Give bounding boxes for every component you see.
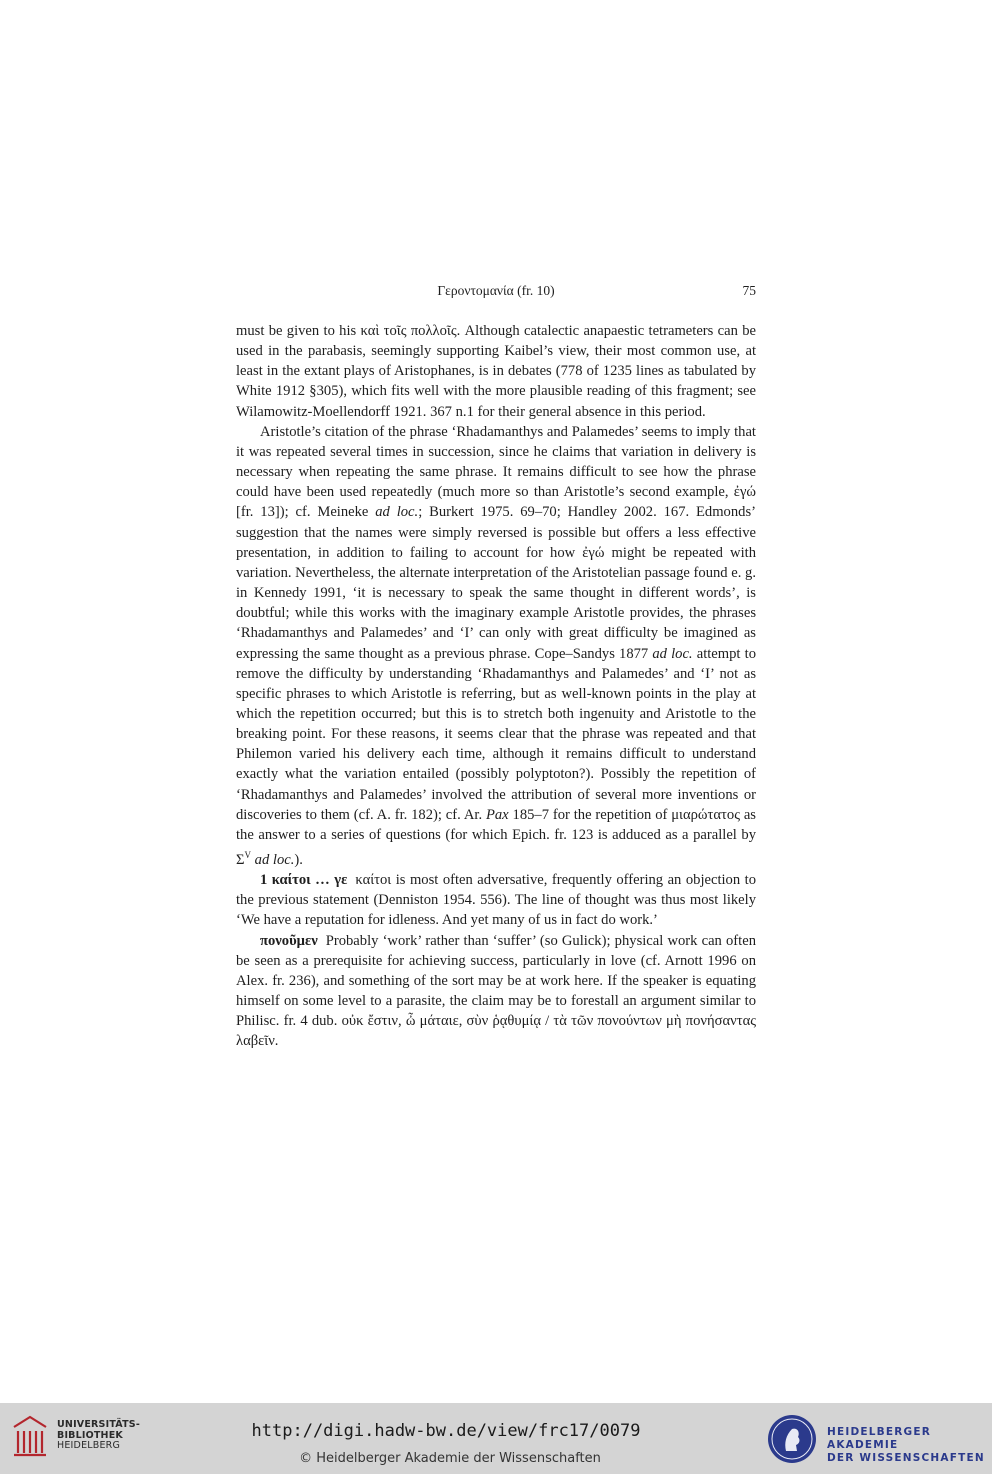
paragraph-2 [236,422,756,870]
library-line-3: HEIDELBERG [57,1440,121,1451]
academy-line-1: HEIDELBERGER AKADEMIE [827,1426,931,1451]
paragraph-2-italic-4: ad loc. [254,851,295,868]
paragraph-1: must be given to his καὶ τοῖς πολλοῖς. Although catalectic anapaestic tetrameters can be used in the parabasis, seemingly supporting Kaibel’s view, their most common use, at least in the extant plays of Aristophanes, is in debates (778 of 1235 lines as tabulated by White 1912 §305), which fits well with the more plausible reading of this fragment; see Wilamowitz-Moellendorff 1921. 367 n.1 for their general absence in this period. [236,323,756,420]
running-title: Γεροντομανία (fr. 10) [437,283,555,298]
paragraph-2-superscript: V [244,850,251,861]
lemma-1: 1 καίτοι … γε [260,872,348,889]
paragraph-4-text: Probably ‘work’ rather than ‘suffer’ (so Gulick); physical work can often be seen as a prerequisite for achieving success, particularly in love (cf. Arnott 1996 on Alex. fr. 236), and something of the sort may be at work here. If the speaker is equating himself on some level to a parasite, the claim may be to forestall an argument similar to Philisc. fr. 4 dub. οὐκ ἔστιν, ὦ μάταιε, σὺν ῥᾳθυμίᾳ / τὰ τῶν πονούντων μὴ πονήσαντας λαβεῖν. [236,932,756,1050]
permalink-url[interactable]: http://digi.hadw-bw.de/view/frc17/0079 [251,1421,641,1441]
paragraph-2-italic-3: Pax [485,806,509,823]
paragraph-3-text: καίτοι is most often adversative, frequently offering an objection to the previous statement (Denniston 1954. 556). The line of thought was thus most likely ‘We have a reputation for idleness. And yet many of us in fact do work.’ [236,872,756,929]
paragraph-2-text-b: ; Burkert 1975. 69–70; Handley 2002. 167. Edmonds’ suggestion that the names were simply reversed is possible but offers a less effective presentation, in addition to failing to account for how ἐγώ might be repeated with variation. Nevertheless, the alternate interpretation of the Aristotelian passage found e. g. in Kennedy 1991, ‘it is necessary to speak the same thought in different words’, is doubtful; while this works with the imaginary example Aristotle provides, the phrases ‘Rhadamanthys and Palamedes’ and ‘I’ can only with great difficulty be imagined as expressing the same thought as a previous phrase. Cope–Sandys 1877 [236,504,756,662]
paragraph-2-text-c: attempt to remove the difficulty by understanding ‘Rhadamanthys and Palamedes’ and ‘I’ not as specific phrases to which Aristotle is referring, but as well-known points in the play at which the repetition occurred; but this is to stretch both ingenuity and Aristotle to the breaking point. For these reasons, it seems clear that the phrase was repeated and that Philemon varied his delivery each time, although it remains difficult to understand exactly what the variation entailed (possibly polyptoton?). Possibly the repetition of ‘Rhadamanthys and Palamedes’ involved the attribution of several more inventions or discoveries to them (cf. A. fr. 182); cf. Ar. [236,645,756,823]
academy-line-2: DER WISSENSCHAFTEN [827,1452,985,1464]
copyright-notice: © Heidelberger Akademie der Wissenschaften [299,1451,601,1466]
library-line-2: BIBLIOTHEK [57,1429,123,1441]
footer-bar [0,1403,992,1474]
paragraph-2-text-a: Aristotle’s citation of the phrase ‘Rhadamanthys and Palamedes’ seems to imply that it was repeated several times in succession, since he claims that variation in delivery is necessary when repeating the same phrase. It remains difficult to see how the phrase could have been used repeatedly (much more so than Aristotle’s second example, ἐγώ [fr. 13]); cf. Meineke [236,423,756,521]
library-line-1: UNIVERSITÄTS- [57,1419,140,1430]
commentary-text [236,321,756,1051]
paragraph-2-text-e: ). [294,851,303,868]
paragraph-2-text-d: 185–7 for the repetition of μιαρώτατος as the answer to a series of questions (for which Epich. fr. 123 is adduced as a parallel by Σ [236,806,756,868]
paragraph-2-italic-1: ad loc. [375,504,419,521]
paragraph-4 [236,931,756,1052]
paragraph-2-italic-2: ad loc. [652,645,693,662]
page-number: 75 [742,283,756,298]
academy-name [827,1426,992,1465]
academy-seal-icon[interactable] [766,1413,818,1465]
page-header [236,283,756,303]
paragraph-3 [236,870,756,930]
lemma-2: πονοῦμεν [260,932,318,949]
